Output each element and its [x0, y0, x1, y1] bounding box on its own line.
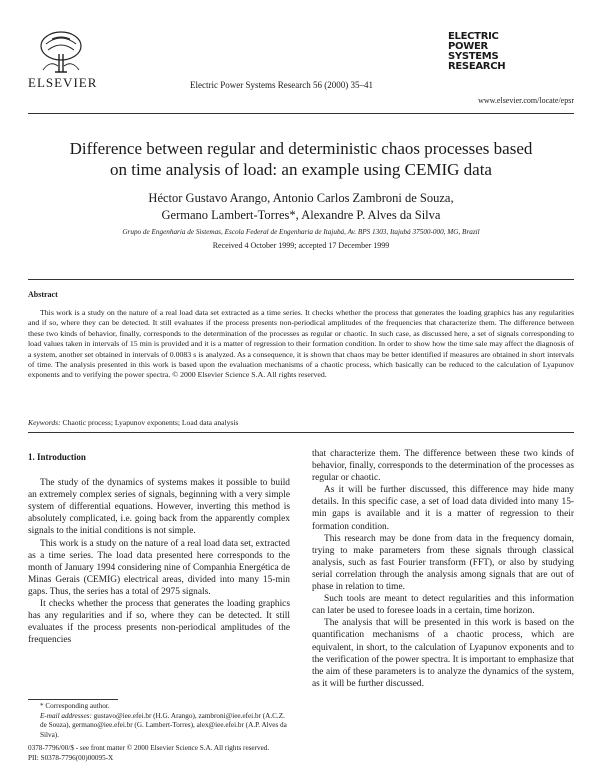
left-column — [28, 448, 290, 646]
journal-url[interactable]: www.elsevier.com/locate/epsr — [478, 96, 574, 105]
email-list: gustavo@iee.efei.br (H.G. Arango), zambroni@iee.efei.br (A.C.Z. de Souza), germano@iee.efei.br (G. Lambert-Torres), alex@iee.efei.br (A.P. Alves da Silva). — [40, 711, 287, 739]
abstract-bottom-rule — [28, 432, 574, 433]
keywords-list: Chaotic process; Lyapunov exponents; Load data analysis — [62, 418, 239, 427]
paragraph: This work is a study on the nature of a real load data set, extracted as a time series. The load data presented here corresponds to the month of January 1994 considering nine of Companhia Energética de Minas Gerais (CEMIG) electrical areas, divided into many 15-min gaps. Thus, the series has a total of 2975 signals. — [28, 538, 290, 597]
elsevier-logo — [28, 30, 98, 90]
paragraph: As it will be further discussed, this difference may hide many details. In this specific case, a set of load data divided into many 15-min gaps is available and it is a matter of regression to their formation condition. — [312, 485, 574, 532]
keywords-label: Keywords: — [28, 418, 61, 427]
paragraph: The analysis that will be presented in this work is based on the quantification mechanisms of a chaotic process, which are equivalent, in short, to the calculation of Lyapunov exponents and to the verification of the power spectra. It is important to emphasize that the aim of these parameters is to analyze the dynamics of the system, as it will be further discussed. — [312, 618, 574, 689]
journal-logo-line: SYSTEMS — [448, 51, 499, 62]
corresponding-author-note: * Corresponding author. — [40, 702, 110, 710]
authors-line: Héctor Gustavo Arango, Antonio Carlos Zambroni de Souza, — [148, 191, 454, 205]
paragraph: This research may be done from data in the frequency domain, trying to make parameters from these signals through classical analysis, such as fast Fourier transform (FFT), or also by studying serial correlation through the analysis among signals that are out of phase in relation to time. — [312, 533, 574, 593]
journal-logo-line: RESEARCH — [448, 61, 506, 72]
abstract-body: This work is a study on the nature of a real load data set extracted as a time series. It checks whether the process that generates the loading graphics has any regularities and if so, where they can be detected. It still evaluates if the process presents non-periodical amplitudes of the frequencies that characterize them. The difference between these two kinds of behavior, finally, corresponds to the determination of the processes as regular or chaotic. In such case, as discussed here, a set of signals corresponding to load values taken in intervals of 15 min is provided and it is a matter of regression to their formation condition. In order to show how the time sale may affect the diagnosis of a system, another set obtained in intervals of 0.0083 s is analyzed. As a consequence, it is shown that chaos may be better identified if measures are obtained in short intervals of time. The analysis presented in this work is based upon the evaluation mechanisms of a chaotic process, which basically can be reduced to the calculation of Lyapunov exponents and to verifying the power spectra. © 2000 Elsevier Science S.A. All rights reserved. — [28, 308, 574, 380]
email-addresses — [28, 712, 290, 741]
abstract-top-rule — [28, 279, 574, 280]
journal-logo-line: POWER — [448, 41, 488, 52]
header-rule — [28, 113, 574, 114]
right-column — [312, 448, 574, 690]
journal-logo-line: ELECTRIC — [448, 31, 499, 42]
journal-logo — [448, 32, 532, 72]
authors — [28, 190, 574, 224]
title-line: Difference between regular and deterministic chaos processes based — [69, 139, 533, 158]
pii-line: PII: S0378-7796(00)00095-X — [28, 753, 114, 762]
paragraph: Such tools are meant to detect regularities and this information can later be used to foresee loads in a certain, time horizon. — [312, 594, 574, 617]
footnote — [28, 702, 290, 740]
footnote-rule — [28, 699, 118, 700]
affiliation: Grupo de Engenharia de Sistemas, Escola Federal de Engenharia de Itajubá, Av. BPS 1303, Itajubá 37500-000, MG, Brazil — [122, 228, 480, 236]
received-dates: Received 4 October 1999; accepted 17 December 1999 — [212, 241, 390, 250]
title-line: on time analysis of load: an example using CEMIG data — [110, 160, 492, 179]
email-label: E-mail addresses: — [40, 711, 92, 720]
journal-citation: Electric Power Systems Research 56 (2000) 35–41 — [190, 80, 373, 90]
section-heading: 1. Introduction — [28, 452, 86, 462]
page-footer — [28, 744, 269, 763]
keywords — [28, 418, 238, 427]
copyright-line: 0378-7796/00/$ - see front matter © 2000 Elsevier Science S.A. All rights reserved. — [28, 744, 270, 752]
paragraph: It checks whether the process that generates the loading graphics has any regularities and if so, where they can be detected. It still evaluates if the process presents non-periodical amplitudes of the frequencies — [28, 599, 290, 646]
paragraph: The study of the dynamics of systems makes it possible to build an extremely complex series of signals, beginning with a very simple system of differential equations. However, inverting this method is absolutely complicated, i.e. going back from the apparently complex signals to the initial conditions is not simple. — [28, 478, 290, 537]
elsevier-tree-icon — [38, 30, 84, 74]
page-header — [28, 30, 576, 110]
paragraph: that characterize them. The difference between these two kinds of behavior, finally, corresponds to the determination of the processes as regular or chaotic. — [312, 449, 574, 484]
abstract-heading: Abstract — [28, 290, 58, 299]
publisher-name: ELSEVIER — [28, 75, 98, 90]
article-title — [28, 138, 574, 180]
authors-line: Germano Lambert-Torres*, Alexandre P. Alves da Silva — [161, 208, 441, 222]
